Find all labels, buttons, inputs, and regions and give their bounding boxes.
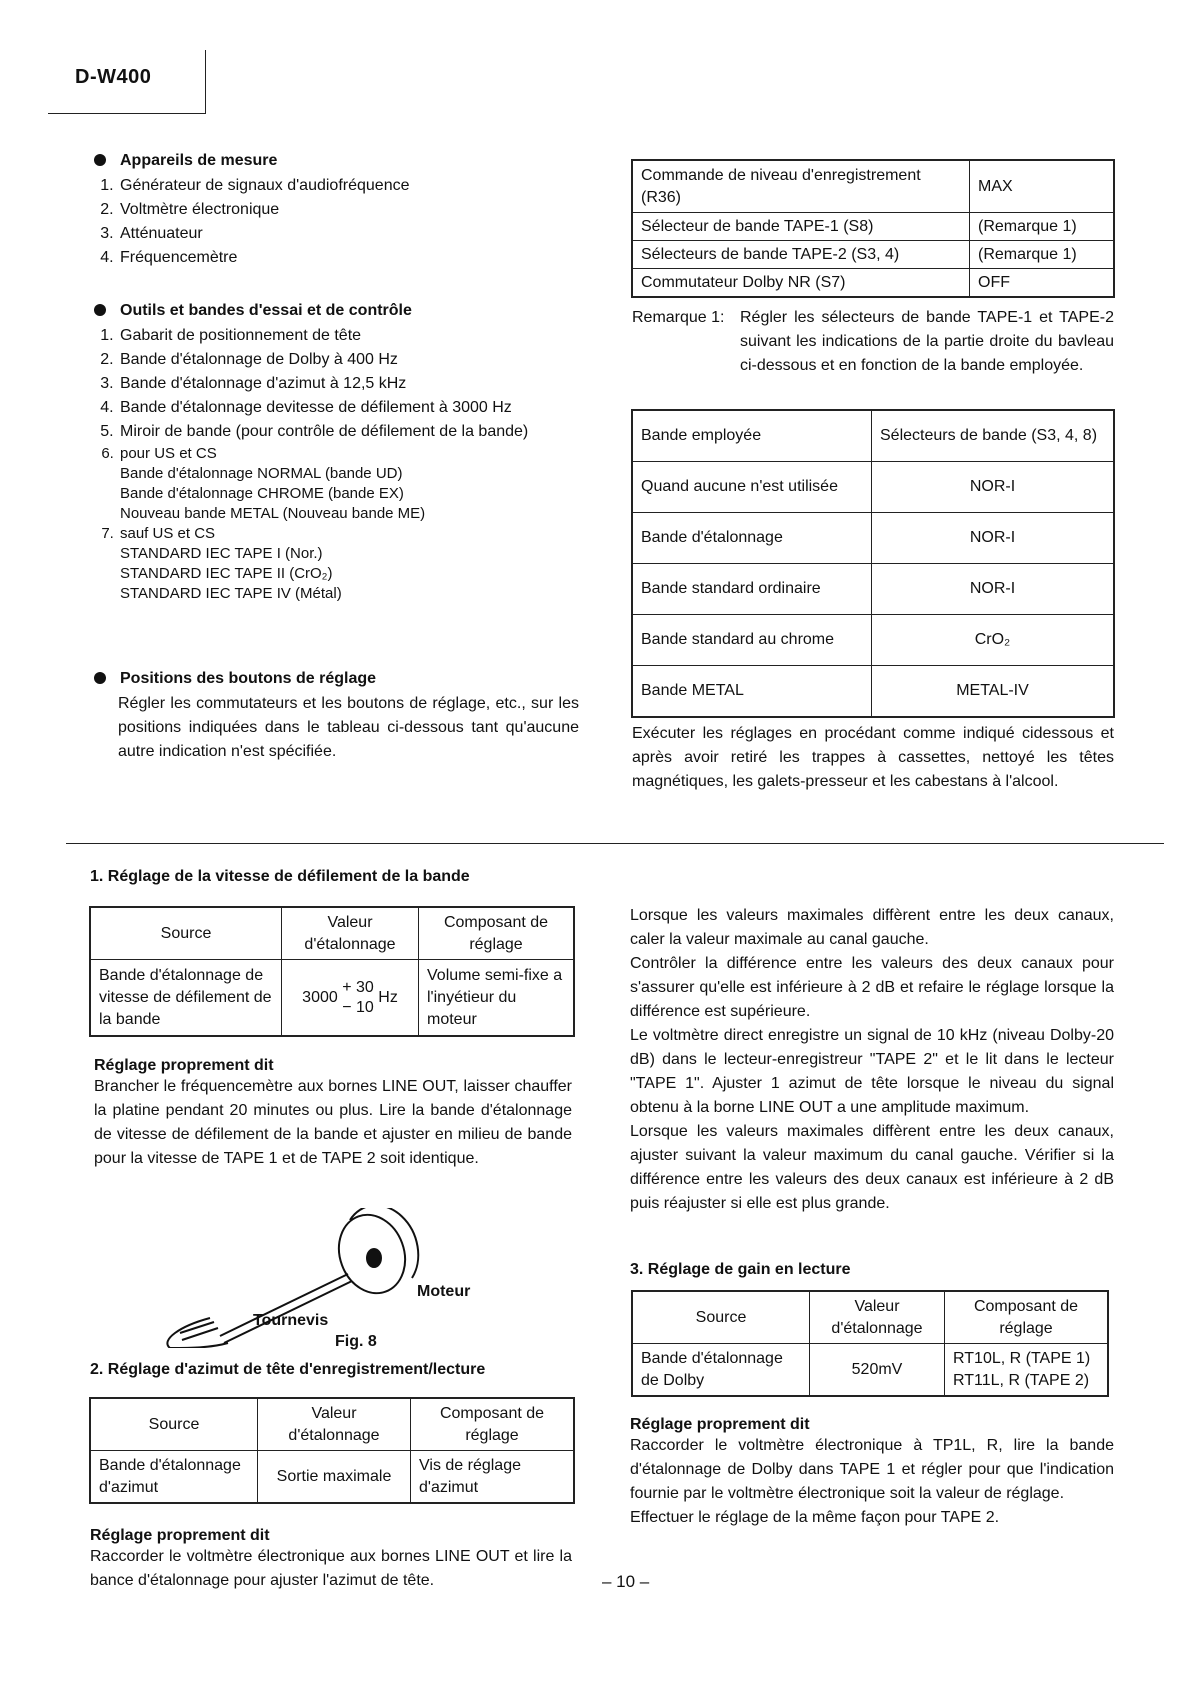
sec2-table <box>90 1398 574 1503</box>
bullet-icon <box>94 304 106 316</box>
table-cell: Bande METAL <box>633 666 872 717</box>
table-cell: NOR-I <box>872 462 1114 513</box>
table-header: Valeur d'étalonnage <box>258 1399 411 1451</box>
header-divider <box>205 50 206 114</box>
table-cell: Sélecteurs de bande TAPE-2 (S3, 4) <box>633 241 970 269</box>
sec3-subtitle: Réglage proprement dit <box>630 1416 810 1433</box>
table-cell: Bande d'étalonnage de Dolby <box>633 1344 810 1396</box>
value-minus: − 10 <box>342 998 374 1016</box>
item6-line: Bande d'étalonnage NORMAL (bande UD) <box>120 465 403 482</box>
mesure-title: Appareils de mesure <box>120 152 278 169</box>
table-cell: CrO₂ <box>872 615 1114 666</box>
sec3-body <box>630 1416 1114 1530</box>
table-cell: Sélecteur de bande TAPE-1 (S8) <box>633 213 970 241</box>
table-row <box>633 1292 1108 1344</box>
item7-head: 7. sauf US et CS <box>120 525 216 542</box>
table-cell: MAX <box>970 161 1114 213</box>
item7-line: STANDARD IEC TAPE I (Nor.) <box>120 545 323 562</box>
value-unit: Hz <box>378 988 398 1006</box>
motor-icon <box>328 1208 418 1303</box>
list-item: 5. Miroir de bande (pour contrôle de défilement de la bande) <box>118 420 579 444</box>
table-row <box>633 462 1114 513</box>
table-row <box>633 161 1114 213</box>
sec2-body <box>90 1527 572 1593</box>
table-cell: Quand aucune n'est utilisée <box>633 462 872 513</box>
table-cell: Bande d'étalonnage d'azimut <box>91 1451 258 1503</box>
table-header: Source <box>633 1292 810 1344</box>
paragraph: Le voltmètre direct enregistre un signal de 10 kHz (niveau Dolby-20 dB) dans le lecteur-enregistreur "TAPE 2" et le lit dans le lecteur "TAPE 1". Ajuster 1 azimut de tête lorsque le niveau du signal obtenu à la borne LINE OUT a une amplitude maximum. <box>630 1027 1114 1116</box>
value-base: 3000 <box>302 988 338 1006</box>
fig8-caption: Fig. 8 <box>335 1333 377 1350</box>
table-cell: OFF <box>970 269 1114 297</box>
component-line: RT11L, R (TAPE 2) <box>953 1371 1090 1389</box>
bullet-icon <box>94 672 106 684</box>
table-cell: Bande standard au chrome <box>633 615 872 666</box>
table-row <box>633 1344 1108 1396</box>
table-row <box>91 908 574 960</box>
sec2-subtitle: Réglage proprement dit <box>90 1527 270 1544</box>
sec3-text: Raccorder le voltmètre électronique à TP1L, R, lire la bande d'étalonnage de Dolby dans TAPE 1 et régler pour que l'indication fournie par le voltmètre électronique soit la valeur de réglage. <box>630 1437 1114 1502</box>
list-item: 1. Gabarit de positionnement de tête <box>118 324 579 348</box>
sec1-text: Brancher le fréquencemètre aux bornes LINE OUT, laisser chauffer la platine pendant 20 minutes ou plus. Lire la bande d'étalonnage de vitesse de défilement de la bande et ajuster en milieu de bande pour la vitesse de TAPE 1 et de TAPE 2 soit identique. <box>94 1078 572 1167</box>
list-item: 2. Bande d'étalonnage de Dolby à 400 Hz <box>118 348 579 372</box>
list-item: 1. Générateur de signaux d'audiofréquence <box>118 174 579 198</box>
band-table <box>632 410 1114 717</box>
table-header: Composant de réglage <box>945 1292 1108 1344</box>
list-item: 3. Bande d'étalonnage d'azimut à 12,5 kHz <box>118 372 579 396</box>
table-row <box>633 513 1114 564</box>
item6-line: Nouveau bande METAL (Nouveau bande ME) <box>120 505 426 522</box>
table-row <box>633 213 1114 241</box>
value-plus: + 30 <box>342 978 374 996</box>
outils-section <box>94 302 579 604</box>
table-cell: NOR-I <box>872 564 1114 615</box>
list-item: 4. Bande d'étalonnage devitesse de défilement à 3000 Hz <box>118 396 579 420</box>
table-header: Bande employée <box>633 411 872 462</box>
moteur-label: Moteur <box>417 1283 471 1300</box>
positions-section <box>94 670 579 764</box>
paragraph: Contrôler la différence entre les valeurs des deux canaux pour s'assurer qu'elle est inférieure à 2 dB et refaire le réglage lorsque la différence est supérieure. <box>630 955 1114 1020</box>
table-cell: Commutateur Dolby NR (S7) <box>633 269 970 297</box>
mesure-section <box>94 152 579 270</box>
table-header: Valeur d'étalonnage <box>282 908 419 960</box>
sec1-title: 1. Réglage de la vitesse de défilement de la bande <box>90 868 470 885</box>
table-header: Composant de réglage <box>419 908 574 960</box>
model-label: D-W400 <box>75 66 152 88</box>
table-cell: Sortie maximale <box>258 1451 411 1503</box>
table-cell: Vis de réglage d'azimut <box>411 1451 574 1503</box>
right-bottom-text <box>630 904 1114 1216</box>
section-divider <box>66 843 1164 844</box>
item6-line: Bande d'étalonnage CHROME (bande EX) <box>120 485 404 502</box>
bullet-icon <box>94 154 106 166</box>
table-cell <box>945 1344 1108 1396</box>
executer-text: Exécuter les réglages en procédant comme indiqué cidessous et après avoir retiré les trappes à cassettes, nettoyé les têtes magnétiques, les galets-presseur et les cabestans à l'alcool. <box>632 725 1114 790</box>
table-header: Source <box>91 908 282 960</box>
list-item <box>118 444 579 524</box>
outils-title: Outils et bandes d'essai et de contrôle <box>120 302 412 319</box>
item7-line: STANDARD IEC TAPE IV (Métal) <box>120 585 342 602</box>
sec2-text: Raccorder le voltmètre électronique aux bornes LINE OUT et lire la bance d'étalonnage pour ajuster l'azimut de tête. <box>90 1548 572 1589</box>
table-cell: Bande standard ordinaire <box>633 564 872 615</box>
table-row <box>633 241 1114 269</box>
sec1-subtitle: Réglage proprement dit <box>94 1057 274 1074</box>
table-cell: Bande d'étalonnage de vitesse de défilement de la bande <box>91 960 282 1036</box>
table-header: Valeur d'étalonnage <box>810 1292 945 1344</box>
list-item: 3. Atténuateur <box>118 222 579 246</box>
table-row <box>91 1399 574 1451</box>
paragraph: Lorsque les valeurs maximales diffèrent entre les deux canaux, ajuster suivant la valeur maximum du canal gauche. Vérifier si la différence entre les valeurs des deux canaux est inférieure à 2 dB puis réajuster si elle est plus grande. <box>630 1123 1114 1212</box>
list-item: 2. Voltmètre électronique <box>118 198 579 222</box>
remarque-text: Régler les sélecteurs de bande TAPE-1 et TAPE-2 suivant les indications de la partie droite du bavleau ci-dessous et en fonction de la bande employée. <box>740 309 1114 374</box>
component-line: RT10L, R (TAPE 1) <box>953 1349 1091 1367</box>
table-row <box>633 615 1114 666</box>
value-cell <box>282 960 419 1036</box>
table-cell: Volume semi-fixe a l'inyétieur du moteur <box>419 960 574 1036</box>
positions-title: Positions des boutons de réglage <box>120 670 377 687</box>
item7-line: STANDARD IEC TAPE II (CrO₂) <box>120 565 333 582</box>
sec1-table <box>90 907 574 1036</box>
page-number: – 10 – <box>602 1572 650 1591</box>
table-header: Composant de réglage <box>411 1399 574 1451</box>
table-header: Source <box>91 1399 258 1451</box>
positions-text: Régler les commutateurs et les boutons de réglage, etc., sur les positions indiquées dans le tableau ci-dessous tant qu'aucune autre indication n'est spécifiée. <box>118 695 579 760</box>
table-header: Sélecteurs de bande (S3, 4, 8) <box>872 411 1114 462</box>
remarque-label: Remarque 1: <box>632 309 725 326</box>
item6-head: 6. pour US et CS <box>120 445 217 462</box>
table-cell: Commande de niveau d'enregistrement (R36) <box>633 161 970 213</box>
table-row <box>633 411 1114 462</box>
header-underline <box>48 113 206 114</box>
sec1-body <box>94 1057 572 1171</box>
table-cell: (Remarque 1) <box>970 241 1114 269</box>
table-row <box>633 666 1114 717</box>
settings-table <box>632 160 1114 297</box>
sec3-title: 3. Réglage de gain en lecture <box>630 1261 851 1278</box>
table-cell: Bande d'étalonnage <box>633 513 872 564</box>
paragraph: Lorsque les valeurs maximales diffèrent entre les deux canaux, caler la valeur maximale au canal gauche. <box>630 907 1114 948</box>
table-cell: (Remarque 1) <box>970 213 1114 241</box>
sec2-title: 2. Réglage d'azimut de tête d'enregistrement/lecture <box>90 1361 486 1378</box>
remarque-block <box>632 306 1114 378</box>
table-cell: 520mV <box>810 1344 945 1396</box>
table-row <box>633 269 1114 297</box>
screwdriver-icon <box>167 1274 352 1348</box>
sec3-text2: Effectuer le réglage de la même façon pour TAPE 2. <box>630 1509 1000 1526</box>
list-item <box>118 524 579 604</box>
table-row <box>91 960 574 1036</box>
list-item: 4. Fréquencemètre <box>118 246 579 270</box>
table-row <box>91 1451 574 1503</box>
table-row <box>633 564 1114 615</box>
table-cell: METAL-IV <box>872 666 1114 717</box>
sec3-table <box>632 1291 1108 1396</box>
tournevis-label: Tournevis <box>253 1312 329 1329</box>
table-cell: NOR-I <box>872 513 1114 564</box>
